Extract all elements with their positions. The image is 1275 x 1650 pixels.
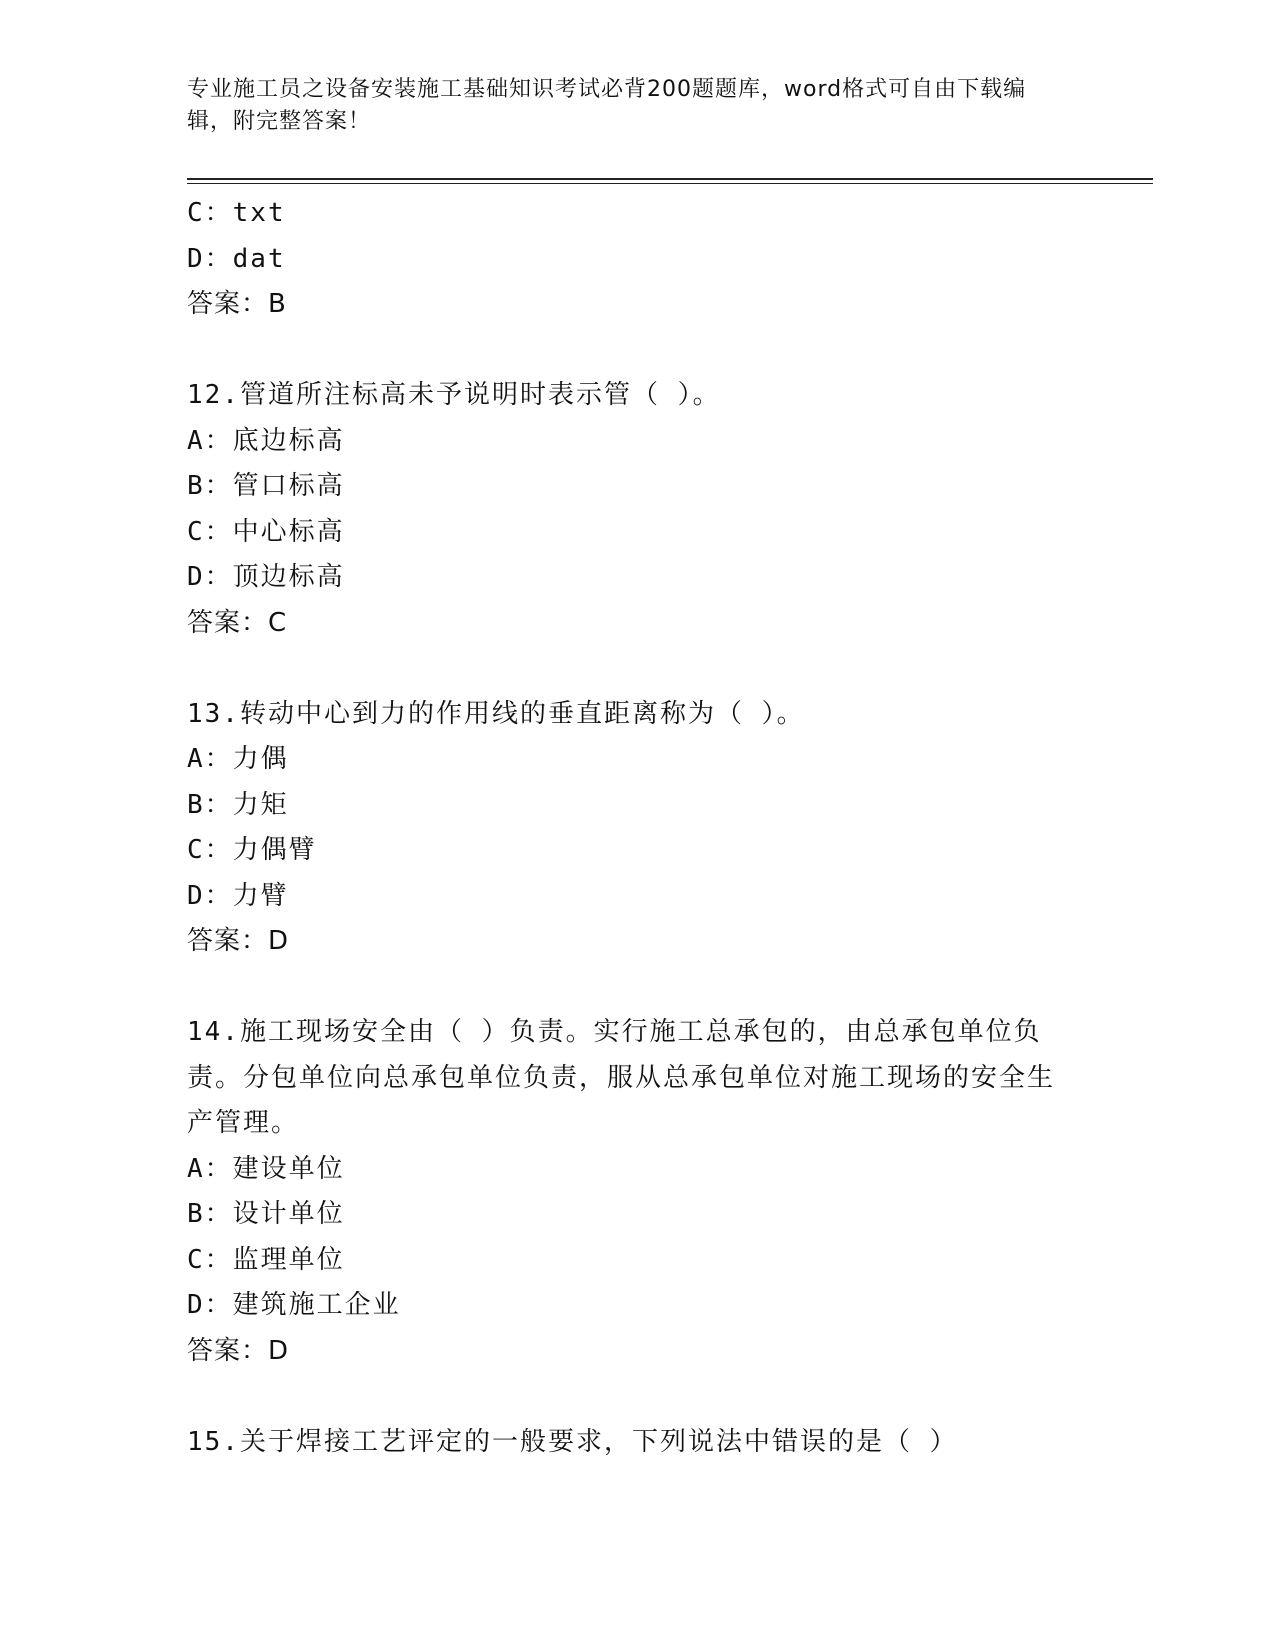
answer-line: 答案：B bbox=[187, 289, 287, 319]
option-a: A：力偶 bbox=[187, 744, 289, 774]
question-13 bbox=[187, 692, 1087, 965]
question-14 bbox=[187, 1010, 1087, 1374]
answer-line: 答案：C bbox=[187, 607, 288, 638]
option-d: D：建筑施工企业 bbox=[187, 1290, 401, 1320]
question-15 bbox=[187, 1420, 1087, 1466]
option-c: C：txt bbox=[187, 198, 286, 228]
prev-question bbox=[187, 191, 1087, 328]
option-c: C：中心标高 bbox=[187, 516, 345, 547]
document-header bbox=[187, 74, 1067, 138]
spacer bbox=[187, 328, 1087, 374]
answer-line: 答案：D bbox=[187, 926, 290, 956]
option-b: B：力矩 bbox=[187, 789, 289, 820]
spacer bbox=[187, 1374, 1087, 1420]
header-title: 专业施工员之设备安装施工基础知识考试必背200题题库，word格式可自由下载编辑，附完整答案！ bbox=[187, 77, 1027, 134]
question-14-text: 14.施工现场安全由（ ）负责。实行施工总承包的，由总承包单位负责。分包单位向总承包单位负责，服从总承包单位对施工现场的安全生产管理。 bbox=[187, 1017, 1056, 1138]
option-a: A：底边标高 bbox=[187, 425, 345, 456]
spacer bbox=[187, 965, 1087, 1011]
option-d: D：力臂 bbox=[187, 880, 289, 911]
option-d: D：顶边标高 bbox=[187, 562, 345, 592]
spacer bbox=[187, 646, 1087, 692]
answer-line: 答案：D bbox=[187, 1335, 290, 1366]
option-c: C：监理单位 bbox=[187, 1244, 345, 1275]
question-15-text: 15.关于焊接工艺评定的一般要求，下列说法中错误的是（ ） bbox=[187, 1426, 958, 1457]
question-12 bbox=[187, 373, 1087, 646]
document-body bbox=[187, 191, 1087, 1465]
option-c: C：力偶臂 bbox=[187, 835, 317, 865]
option-d: D：dat bbox=[187, 243, 286, 274]
option-a: A：建设单位 bbox=[187, 1153, 345, 1184]
header-rule-thick bbox=[187, 178, 1153, 180]
question-12-text: 12.管道所注标高未予说明时表示管（ ）。 bbox=[187, 380, 721, 410]
option-b: B：设计单位 bbox=[187, 1199, 345, 1229]
question-13-text: 13.转动中心到力的作用线的垂直距离称为（ ）。 bbox=[187, 698, 805, 729]
header-rule-thin bbox=[187, 183, 1153, 184]
option-b: B：管口标高 bbox=[187, 471, 345, 501]
